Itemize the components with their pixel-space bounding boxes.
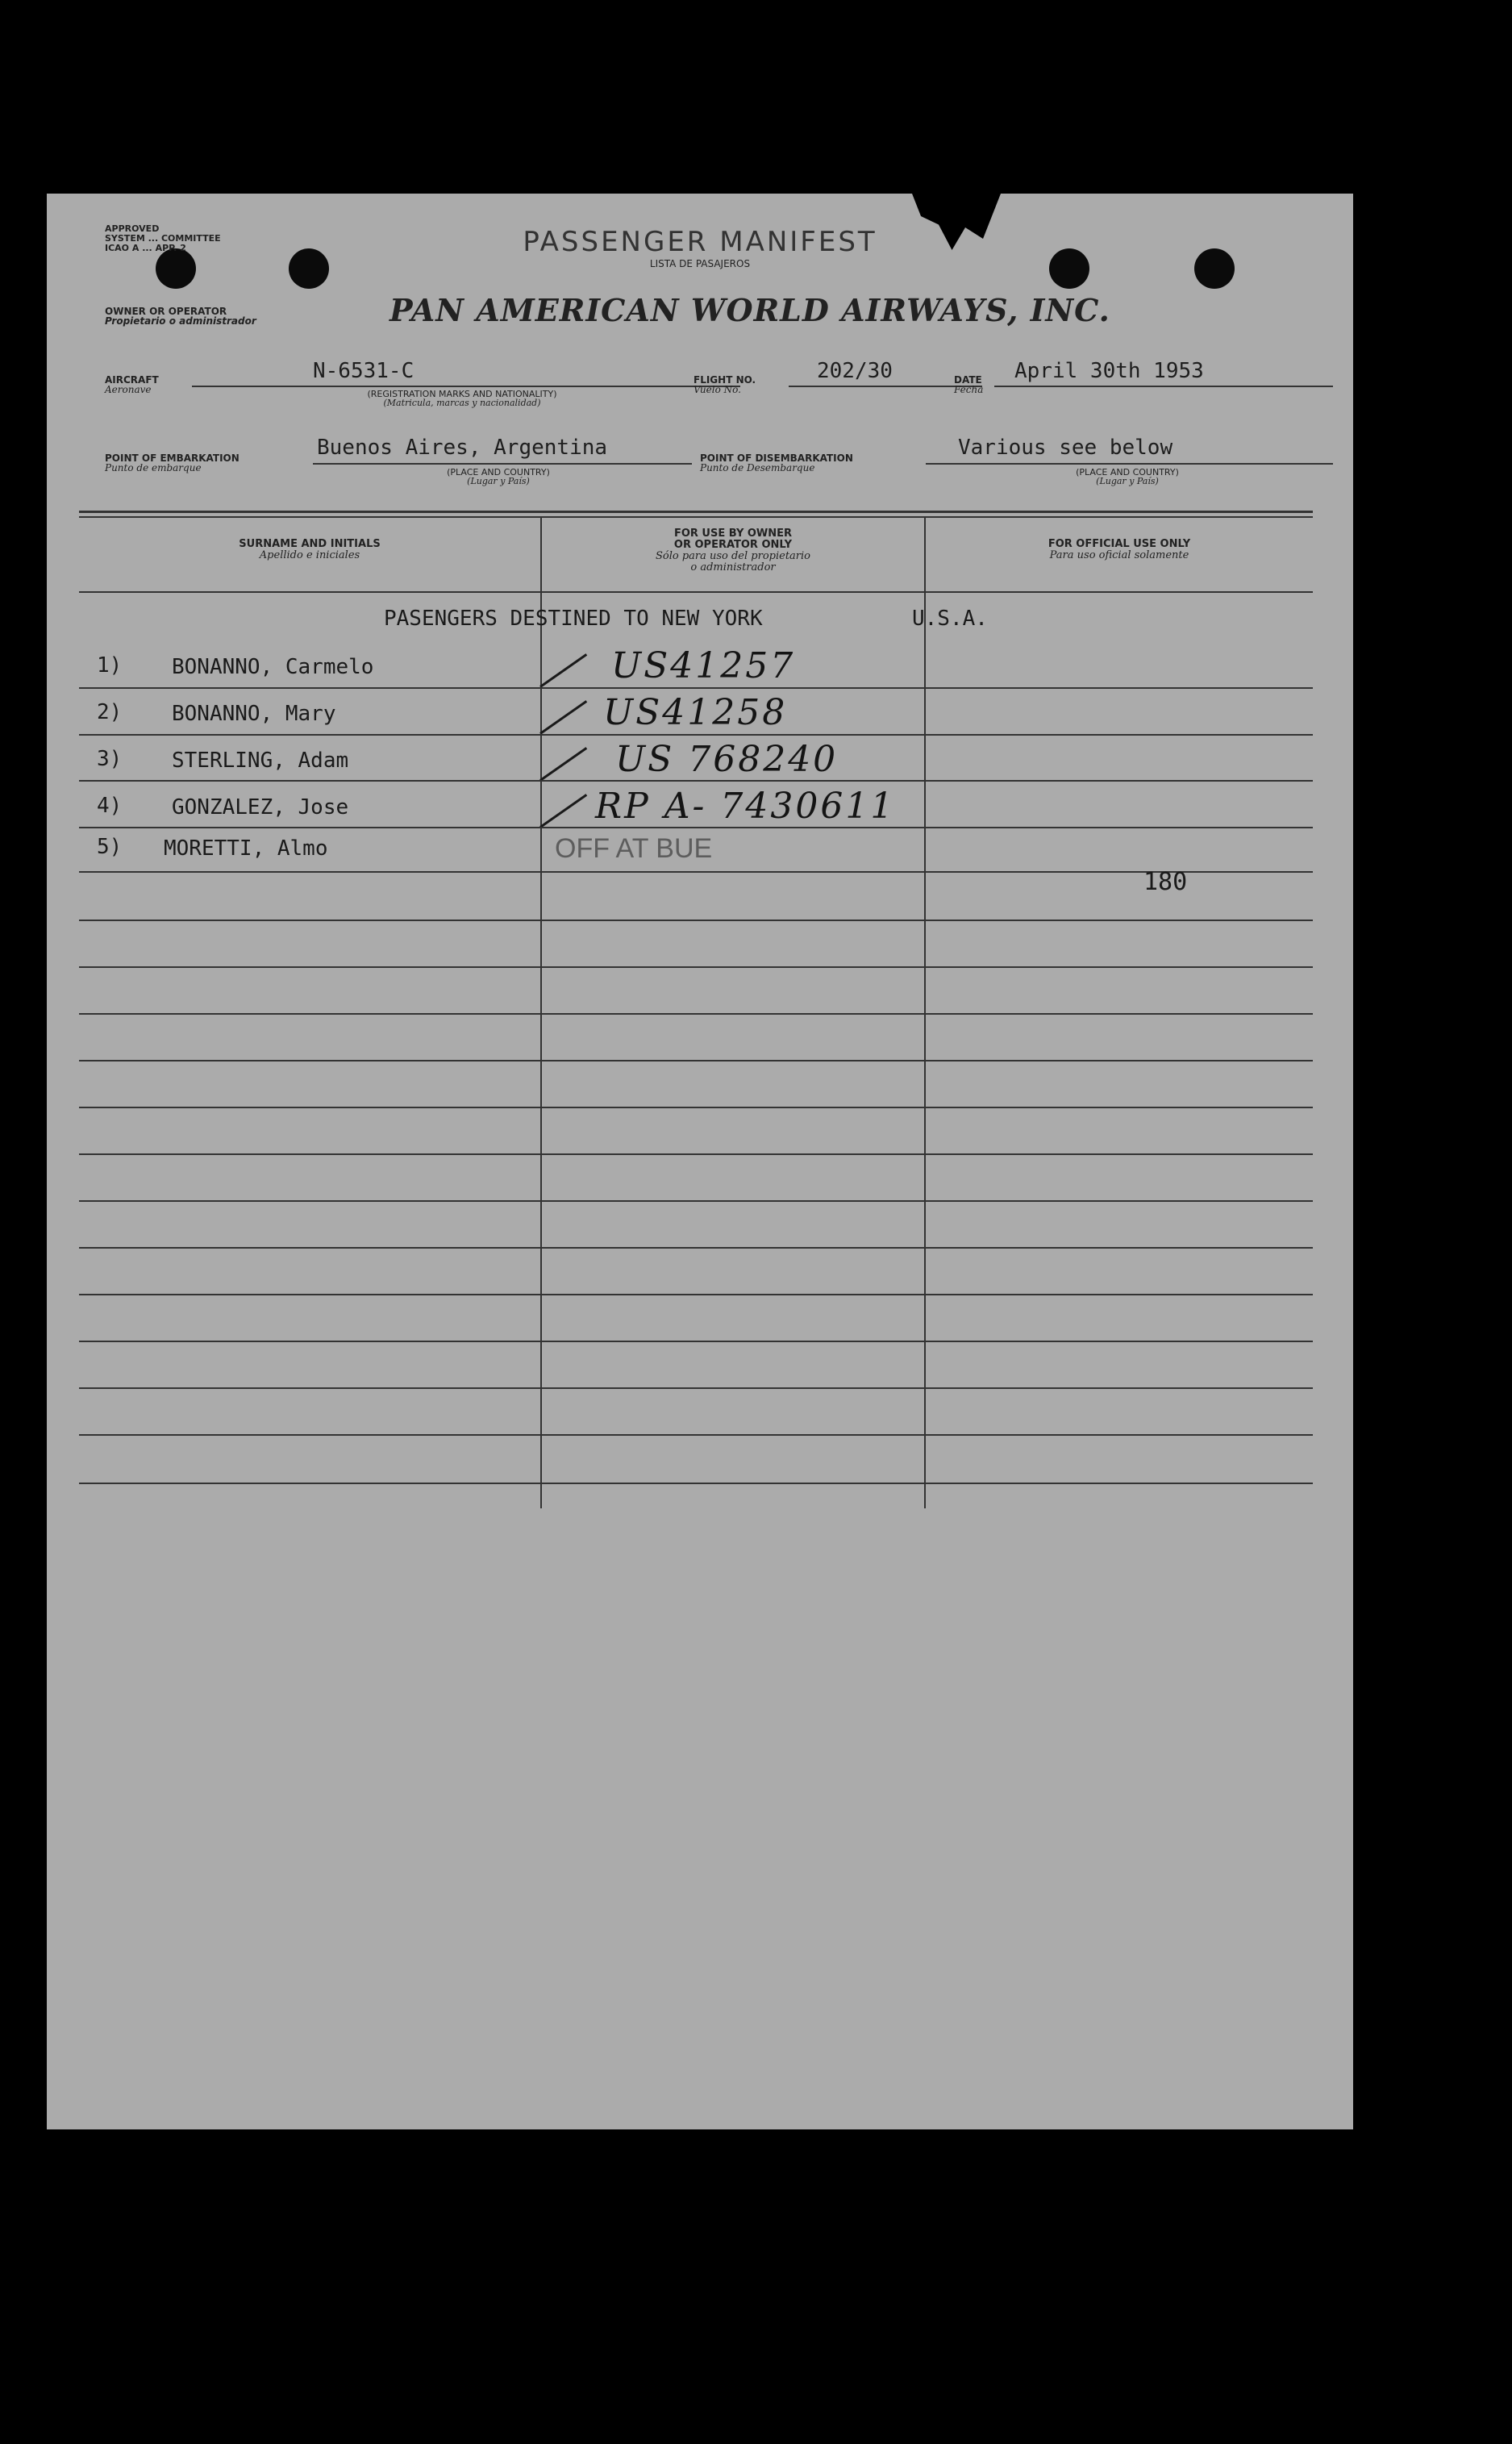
passenger-name: GONZALEZ, Jose — [172, 795, 349, 820]
page-count: 180 — [1143, 868, 1188, 896]
row-number: 5) — [97, 835, 123, 859]
passenger-name: BONANNO, Mary — [172, 702, 336, 726]
destination-heading: PASENGERS DESTINED TO NEW YORK — [384, 607, 763, 631]
off-stamp: OFF AT BUE — [555, 833, 713, 864]
document-title: PASSENGER MANIFEST — [523, 226, 877, 258]
table-row-rule — [79, 920, 1313, 921]
table-top-rule — [79, 516, 1313, 518]
disembarkation-line — [926, 463, 1333, 465]
row-number: 4) — [97, 794, 123, 818]
document-number: US41257 — [611, 645, 796, 686]
row-number: 2) — [97, 700, 123, 724]
flight-line — [789, 386, 982, 387]
disembarkation-label: POINT OF DISEMBARKATION Punto de Desembarque — [700, 453, 853, 473]
column-divider — [540, 516, 542, 1508]
table-row-rule — [79, 1060, 1313, 1061]
aircraft-value: N-6531-C — [313, 359, 414, 383]
owner-label: OWNER OR OPERATOR Propietario o administrador — [105, 306, 256, 327]
company-name: PAN AMERICAN WORLD AIRWAYS, INC. — [389, 292, 1110, 328]
punch-hole — [289, 248, 329, 289]
punch-hole — [1194, 248, 1235, 289]
embarkation-label: POINT OF EMBARKATION Punto de embarque — [105, 453, 240, 473]
row-number: 3) — [97, 747, 123, 771]
passenger-name: BONANNO, Carmelo — [172, 655, 374, 679]
table-row-rule — [79, 966, 1313, 968]
table-row-rule — [79, 1013, 1313, 1015]
passenger-name: MORETTI, Almo — [164, 836, 328, 861]
date-line — [994, 386, 1333, 387]
disembarkation-note: (PLACE AND COUNTRY) (Lugar y País) — [1076, 467, 1179, 486]
check-mark — [539, 700, 587, 735]
disembarkation-value: Various see below — [958, 436, 1173, 460]
table-row-rule — [79, 1107, 1313, 1108]
document-subtitle: LISTA DE PASAJEROS — [649, 258, 751, 269]
flight-value: 202/30 — [817, 359, 893, 383]
document-number: RP A- 7430611 — [595, 786, 896, 827]
aircraft-label: AIRCRAFT Aeronave — [105, 374, 159, 395]
punch-hole — [156, 248, 196, 289]
table-top-rule — [79, 511, 1313, 513]
passenger-name: STERLING, Adam — [172, 749, 349, 773]
table-row-rule — [79, 734, 1313, 736]
embarkation-value: Buenos Aires, Argentina — [317, 436, 608, 460]
check-mark — [539, 747, 587, 782]
table-row-rule — [79, 1294, 1313, 1295]
aircraft-note: (REGISTRATION MARKS AND NATIONALITY) (Matricula, marcas y nacionalidad) — [367, 389, 557, 408]
document-number: US 768240 — [615, 739, 839, 780]
header-bottom-rule — [79, 591, 1313, 593]
col-header-surname: SURNAME AND INITIALS Apellido e iniciales — [239, 538, 381, 561]
table-bottom-rule — [79, 1483, 1313, 1484]
check-mark — [539, 794, 587, 828]
table-row-rule — [79, 1200, 1313, 1202]
aircraft-line — [192, 386, 740, 387]
punch-hole — [1049, 248, 1089, 289]
col-header-owner-use: FOR USE BY OWNER OR OPERATOR ONLY Sólo para uso del propietario o administrador — [655, 528, 811, 573]
col-header-official-use: FOR OFFICIAL USE ONLY Para uso oficial solamente — [1048, 538, 1191, 561]
destination-country: U.S.A. — [912, 607, 988, 631]
table-row-rule — [79, 687, 1313, 689]
table-row-rule — [79, 1153, 1313, 1155]
check-mark — [539, 653, 587, 688]
embarkation-note: (PLACE AND COUNTRY) (Lugar y País) — [447, 467, 550, 486]
table-row-rule — [79, 871, 1313, 873]
table-row-rule — [79, 1247, 1313, 1249]
column-divider — [924, 516, 926, 1508]
document-number: US41258 — [603, 692, 788, 733]
date-label: DATE Fecha — [954, 374, 984, 395]
approval-note: APPROVED SYSTEM ... COMMITTEE ICAO A ... APP. 2 — [105, 223, 221, 253]
flight-label: FLIGHT NO. Vuelo No. — [694, 374, 756, 395]
manifest-sheet — [47, 194, 1353, 2129]
embarkation-line — [313, 463, 692, 465]
table-row-rule — [79, 780, 1313, 782]
table-row-rule — [79, 1387, 1313, 1389]
date-value: April 30th 1953 — [1014, 359, 1204, 383]
row-number: 1) — [97, 653, 123, 678]
table-row-rule — [79, 1341, 1313, 1342]
table-row-rule — [79, 827, 1313, 828]
table-row-rule — [79, 1434, 1313, 1436]
